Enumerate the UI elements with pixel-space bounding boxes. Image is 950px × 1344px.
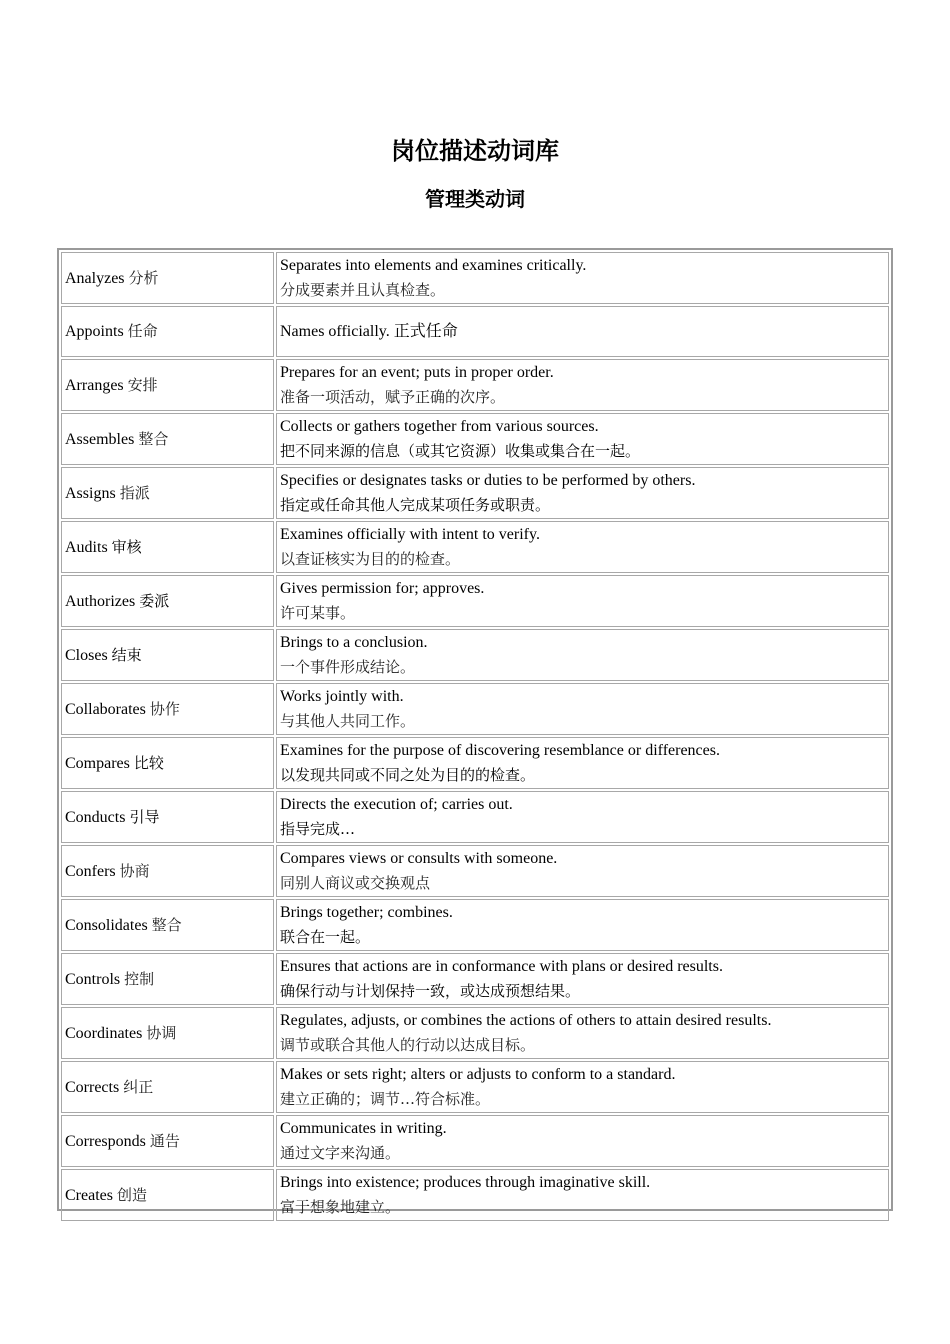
verb-term-cn: 审核 <box>111 537 142 556</box>
description-en: Separates into elements and examines critically. <box>280 257 587 274</box>
table-row <box>61 413 889 465</box>
verb-term-en: Analyzes <box>65 269 125 287</box>
verb-term-en: Coordinates <box>65 1024 143 1042</box>
table-row <box>61 845 889 897</box>
description-cn: 以发现共同或不同之处为目的的检查。 <box>280 766 536 784</box>
verb-description-cell <box>276 359 889 411</box>
verb-table <box>57 248 893 1216</box>
verb-term-en: Audits <box>65 538 108 556</box>
verb-term-en: Corrects <box>65 1078 120 1096</box>
description-cn: 准备一项活动，赋予正确的次序。 <box>280 388 506 406</box>
verb-term-cn: 分析 <box>128 268 159 287</box>
verb-description-cell <box>276 306 889 357</box>
description-en: Collects or gathers together from various sources. <box>280 418 599 435</box>
description-cn: 分成要素并且认真检查。 <box>280 281 446 299</box>
verb-term-cn: 控制 <box>124 969 155 988</box>
description-en: Gives permission for; approves. <box>280 580 485 597</box>
table-row <box>61 737 889 789</box>
description-en: Ensures that actions are in conformance with plans or desired results. <box>280 958 723 975</box>
table-row <box>61 467 889 519</box>
verb-term-cn: 整合 <box>138 429 169 448</box>
verb-term-cn: 引导 <box>129 807 160 826</box>
description-en: Examines for the purpose of discovering resemblance or differences. <box>280 742 720 759</box>
description-cn: 联合在一起。 <box>280 928 371 946</box>
verb-term-en: Collaborates <box>65 700 146 718</box>
verb-term-en: Assembles <box>65 430 135 448</box>
table-row <box>61 359 889 411</box>
table-row <box>61 1007 889 1059</box>
table-row <box>61 575 889 627</box>
description-en: Regulates, adjusts, or combines the actions of others to attain desired results. <box>280 1012 772 1029</box>
verb-description-cell <box>276 467 889 519</box>
verb-term-cell <box>61 737 274 789</box>
verb-description-cell <box>276 899 889 951</box>
verb-description-cell <box>276 252 889 304</box>
verb-term-cell <box>61 899 274 951</box>
verb-term-en: Authorizes <box>65 592 136 610</box>
verb-term-en: Confers <box>65 862 116 880</box>
verb-term-en: Corresponds <box>65 1132 146 1150</box>
description-en: Brings to a conclusion. <box>280 634 428 651</box>
description-cn: 富于想象地建立。 <box>280 1198 401 1216</box>
verb-term-en: Creates <box>65 1186 113 1204</box>
verb-term-cell <box>61 845 274 897</box>
description-en: Examines officially with intent to verify. <box>280 526 540 543</box>
description-en: Makes or sets right; alters or adjusts to conform to a standard. <box>280 1066 676 1083</box>
verb-term-cn: 整合 <box>151 915 182 934</box>
verb-term-cn: 协作 <box>149 699 180 718</box>
description-cn: 建立正确的；调节…符合标准。 <box>280 1090 491 1108</box>
description-cn: 指定或任命其他人完成某项任务或职责。 <box>280 496 551 514</box>
verb-term-cell <box>61 467 274 519</box>
verb-term-cn: 安排 <box>127 375 158 394</box>
description-cn: 许可某事。 <box>280 604 356 622</box>
table-row <box>61 306 889 357</box>
table-row <box>61 1061 889 1113</box>
description-cn: 确保行动与计划保持一致，或达成预想结果。 <box>280 982 581 1000</box>
description-en: Specifies or designates tasks or duties to be performed by others. <box>280 472 696 489</box>
verb-term-cn: 纠正 <box>123 1077 154 1096</box>
verb-description-cell <box>276 629 889 681</box>
table-row <box>61 629 889 681</box>
description-en: Prepares for an event; puts in proper order. <box>280 364 554 381</box>
table-row <box>61 1115 889 1167</box>
verb-term-cell <box>61 359 274 411</box>
verb-term-cn: 结束 <box>111 645 142 664</box>
verb-term-en: Controls <box>65 970 121 988</box>
description-cn: 一个事件形成结论。 <box>280 658 416 676</box>
verb-description-cell <box>276 1061 889 1113</box>
verb-term-cn: 通告 <box>149 1131 180 1150</box>
verb-term-en: Assigns <box>65 484 116 502</box>
verb-term-cell <box>61 1007 274 1059</box>
description-en: Brings into existence; produces through imaginative skill. <box>280 1174 651 1191</box>
description-en: Names officially. 正式任命 <box>280 323 458 340</box>
verb-term-cell <box>61 252 274 304</box>
verb-term-cell <box>61 521 274 573</box>
page-title: 岗位描述动词库 <box>391 137 559 165</box>
verb-description-cell <box>276 1169 889 1221</box>
verb-term-cell <box>61 683 274 735</box>
verb-term-cell <box>61 413 274 465</box>
verb-term-en: Appoints <box>65 323 124 340</box>
verb-term-en: Conducts <box>65 808 126 826</box>
section-subtitle: 管理类动词 <box>425 187 525 211</box>
verb-term-cn: 比较 <box>133 753 164 772</box>
verb-term-cell <box>61 1115 274 1167</box>
table-row <box>61 899 889 951</box>
table-row <box>61 252 889 304</box>
verb-table-body <box>61 252 889 1221</box>
verb-term-cell <box>61 1169 274 1221</box>
description-en: Brings together; combines. <box>280 904 453 921</box>
description-cn: 把不同来源的信息（或其它资源）收集或集合在一起。 <box>280 442 641 460</box>
verb-description-cell <box>276 737 889 789</box>
verb-term-cn: 创造 <box>116 1185 147 1204</box>
verb-description-cell <box>276 1115 889 1167</box>
verb-term-cn: 协调 <box>146 1023 177 1042</box>
verb-term-en: Arranges <box>65 376 124 394</box>
description-en: Communicates in writing. <box>280 1120 447 1137</box>
verb-description-cell <box>276 791 889 843</box>
table-row <box>61 521 889 573</box>
description-en: Compares views or consults with someone. <box>280 850 558 867</box>
verb-description-cell <box>276 953 889 1005</box>
description-cn: 通过文字来沟通。 <box>280 1144 401 1162</box>
table-row <box>61 791 889 843</box>
description-en: Works jointly with. <box>280 688 404 705</box>
verb-description-cell <box>276 845 889 897</box>
verb-description-cell <box>276 521 889 573</box>
verb-term-en: Closes <box>65 646 108 664</box>
verb-description-cell <box>276 413 889 465</box>
verb-term-cn: 委派 <box>139 591 170 610</box>
verb-description-cell <box>276 683 889 735</box>
verb-term-cn: 协商 <box>119 861 150 880</box>
verb-description-cell <box>276 575 889 627</box>
table-row <box>61 683 889 735</box>
verb-term-cell <box>61 575 274 627</box>
description-cn: 同别人商议或交换观点 <box>280 874 431 892</box>
verb-term-en: Compares <box>65 754 130 772</box>
description-cn: 与其他人共同工作。 <box>280 712 416 730</box>
table-row <box>61 1169 889 1221</box>
description-cn: 指导完成… <box>280 820 356 838</box>
table-row <box>61 953 889 1005</box>
verb-term-cell <box>61 791 274 843</box>
verb-term-cn: 指派 <box>119 483 150 502</box>
description-en: Directs the execution of; carries out. <box>280 796 513 813</box>
verb-term-cell <box>61 953 274 1005</box>
verb-term-cell <box>61 1061 274 1113</box>
verb-term-cell <box>61 306 274 357</box>
verb-term-cn: 任命 <box>127 322 158 340</box>
verb-term-cell <box>61 629 274 681</box>
verb-description-cell <box>276 1007 889 1059</box>
description-cn: 以查证核实为目的的检查。 <box>280 550 461 568</box>
description-cn: 调节或联合其他人的行动以达成目标。 <box>280 1036 536 1054</box>
verb-term-en: Consolidates <box>65 916 148 934</box>
